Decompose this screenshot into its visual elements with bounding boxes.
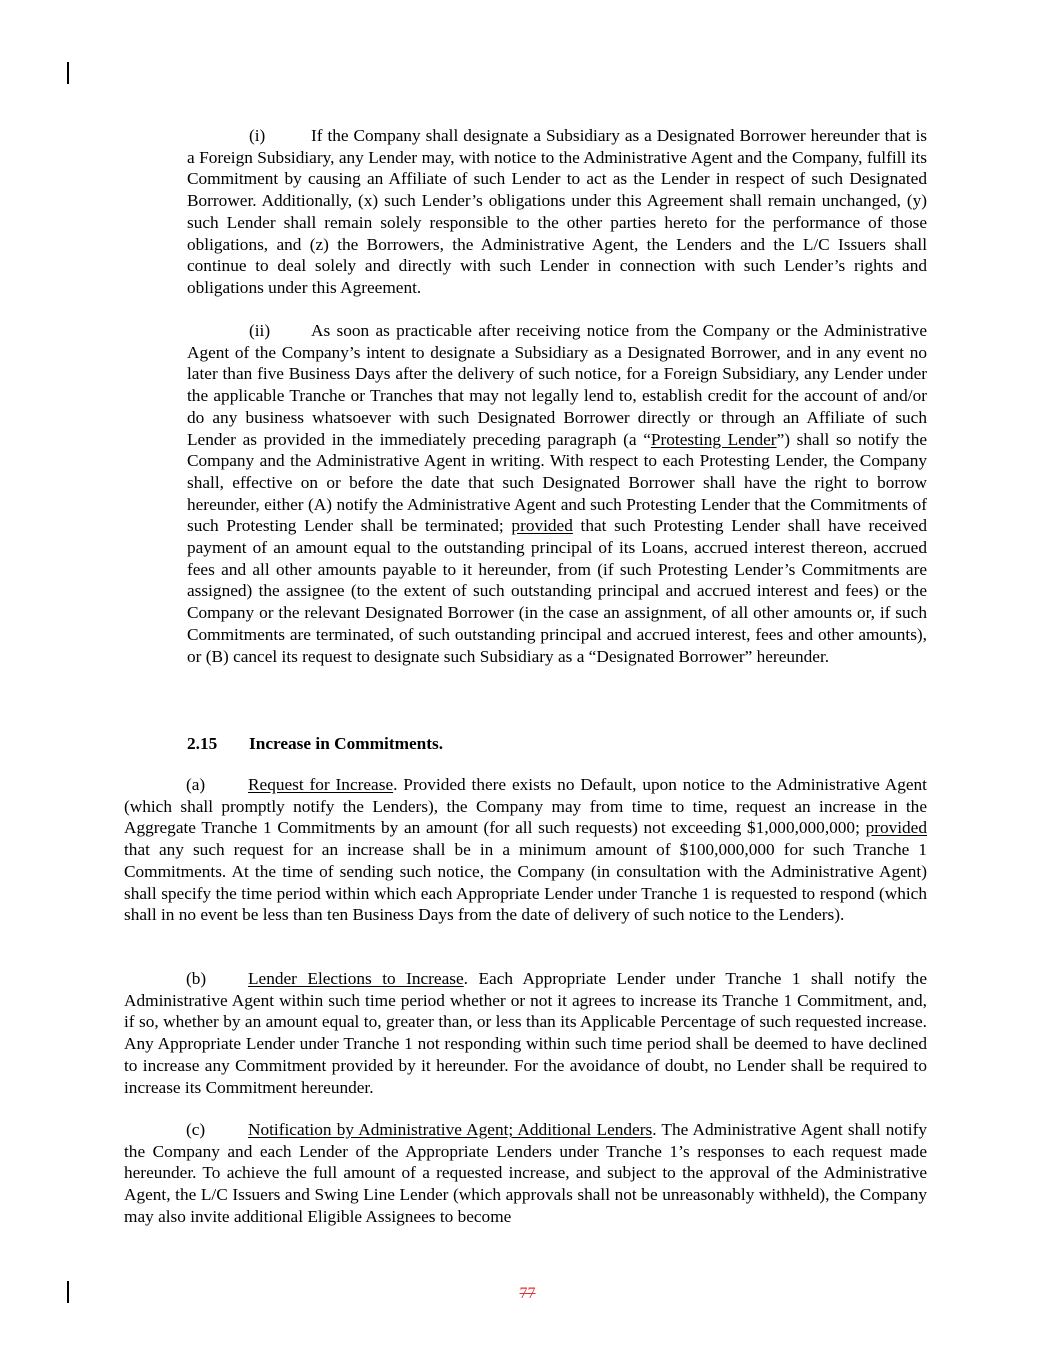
paragraph-label: (b) bbox=[186, 969, 207, 988]
section-title: Increase in Commitments. bbox=[249, 734, 444, 753]
provided-term: provided bbox=[865, 818, 927, 838]
paragraph-b bbox=[124, 968, 927, 1098]
paragraph-heading: Notification by Administrative Agent; Additional Lenders bbox=[248, 1120, 653, 1139]
paragraph-text: ”) shall so notify the Company and the Administrative Agent in writing. With respect to each Protesting Lender, the Company shall, effective on or before the date that such Designated Borrower shall have the right to borrow hereunder, either (A) notify the Administrative Agent and such Protesting Lender that the Commitments of such Protesting Lender shall be terminated; bbox=[187, 429, 928, 536]
paragraph-ii bbox=[187, 320, 927, 667]
paragraph-heading: Request for Increase bbox=[248, 775, 394, 794]
paragraph-label: (ii) bbox=[249, 321, 271, 340]
paragraph-text: that any such request for an increase shall be in a minimum amount of $100,000,000 for such Tranche 1 Commitments. At the time of sending such notice, the Company (in consultation with the Administrative Agent) shall specify the time period within which each Appropriate Lender under Tranche 1 is requested to respond (which shall in no event be less than ten Business Days from the date of delivery of such notice to the Lenders). bbox=[124, 840, 927, 925]
page-number: 77 bbox=[519, 1285, 536, 1302]
paragraph-i bbox=[187, 125, 927, 299]
paragraph-heading: Lender Elections to Increase bbox=[248, 969, 464, 988]
section-heading bbox=[187, 733, 443, 755]
paragraph-text: . The Administrative Agent shall notify the Company and each Lender of the Appropriate Lenders under Tranche 1’s responses to each request made hereunder. To achieve the full amount of a requested increase, and subject to the approval of the Administrative Agent, the L/C Issuers and Swing Line Lender (which approvals shall not be unreasonably withheld), the Company may also invite additional Eligible Assignees to become bbox=[124, 1120, 927, 1226]
section-number: 2.15 bbox=[187, 734, 218, 753]
paragraph-label: (a) bbox=[186, 775, 206, 794]
provided-term: provided bbox=[511, 516, 573, 536]
change-bar-top bbox=[67, 62, 69, 84]
paragraph-label: (i) bbox=[249, 126, 266, 145]
paragraph-c bbox=[124, 1119, 927, 1228]
paragraph-text: If the Company shall designate a Subsidiary as a Designated Borrower hereunder that is a Foreign Subsidiary, any Lender may, with notice to the Administrative Agent and the Company, fulfill its Commitment by causing an Affiliate of such Lender to act as the Lender in respect of such Designated Borrower. Additionally, (x) such Lender’s obligations under this Agreement shall remain unchanged, (y) such Lender shall remain solely responsible to the other parties hereto for the performance of those obligations, and (z) the Borrowers, the Administrative Agent, the Lenders and the L/C Issuers shall continue to deal solely and directly with such Lender in connection with such Lender’s rights and obligations under this Agreement. bbox=[187, 126, 927, 297]
paragraph-label: (c) bbox=[186, 1120, 206, 1139]
paragraph-a bbox=[124, 774, 927, 926]
paragraph-text: . Provided there exists no Default, upon notice to the Administrative Agent (which shall promptly notify the Lenders), the Company may from time to time, request an increase in the Aggregate Tranche 1 Commitments by an amount (for all such requests) not exceeding $1,000,000,000; bbox=[124, 775, 927, 838]
paragraph-text: . Each Appropriate Lender under Tranche 1 shall notify the Administrative Agent within such time period whether or not it agrees to increase its Tranche 1 Commitment, and, if so, whether by an amount equal to, greater than, or less than its Applicable Percentage of such requested increase. Any Appropriate Lender under Tranche 1 not responding within such time period shall be deemed to have declined to increase any Commitment provided by it hereunder. For the avoidance of doubt, no Lender shall be required to increase its Commitment hereunder. bbox=[124, 969, 927, 1097]
defined-term: Protesting Lender bbox=[650, 429, 777, 449]
paragraph-text: that such Protesting Lender shall have received payment of an amount equal to the outstanding principal of its Loans, accrued interest thereon, accrued fees and all other amounts payable to it hereunder, from (if such Protesting Lender’s Commitments are assigned) the assignee (to the extent of such outstanding principal and accrued interest and fees) or the Company or the relevant Designated Borrower (in the case an assignment, of all other amounts or, if such Commitments are terminated, of such outstanding principal and accrued interest, fees and other amounts), or (B) cancel its request to designate such Subsidiary as a “Designated Borrower” hereunder. bbox=[187, 516, 927, 666]
paragraph-text: As soon as practicable after receiving notice from the Company or the Administrative Agent of the Company’s intent to designate a Subsidiary as a Designated Borrower, and in any event no later than five Business Days after the delivery of such notice, for a Foreign Subsidiary, any Lender under the applicable Tranche or Tranches that may not legally lend to, establish credit for the account of and/or do any business whatsoever with such Designated Borrower directly or through an Affiliate of such Lender as provided in the immediately preceding paragraph (a “ bbox=[187, 321, 927, 449]
